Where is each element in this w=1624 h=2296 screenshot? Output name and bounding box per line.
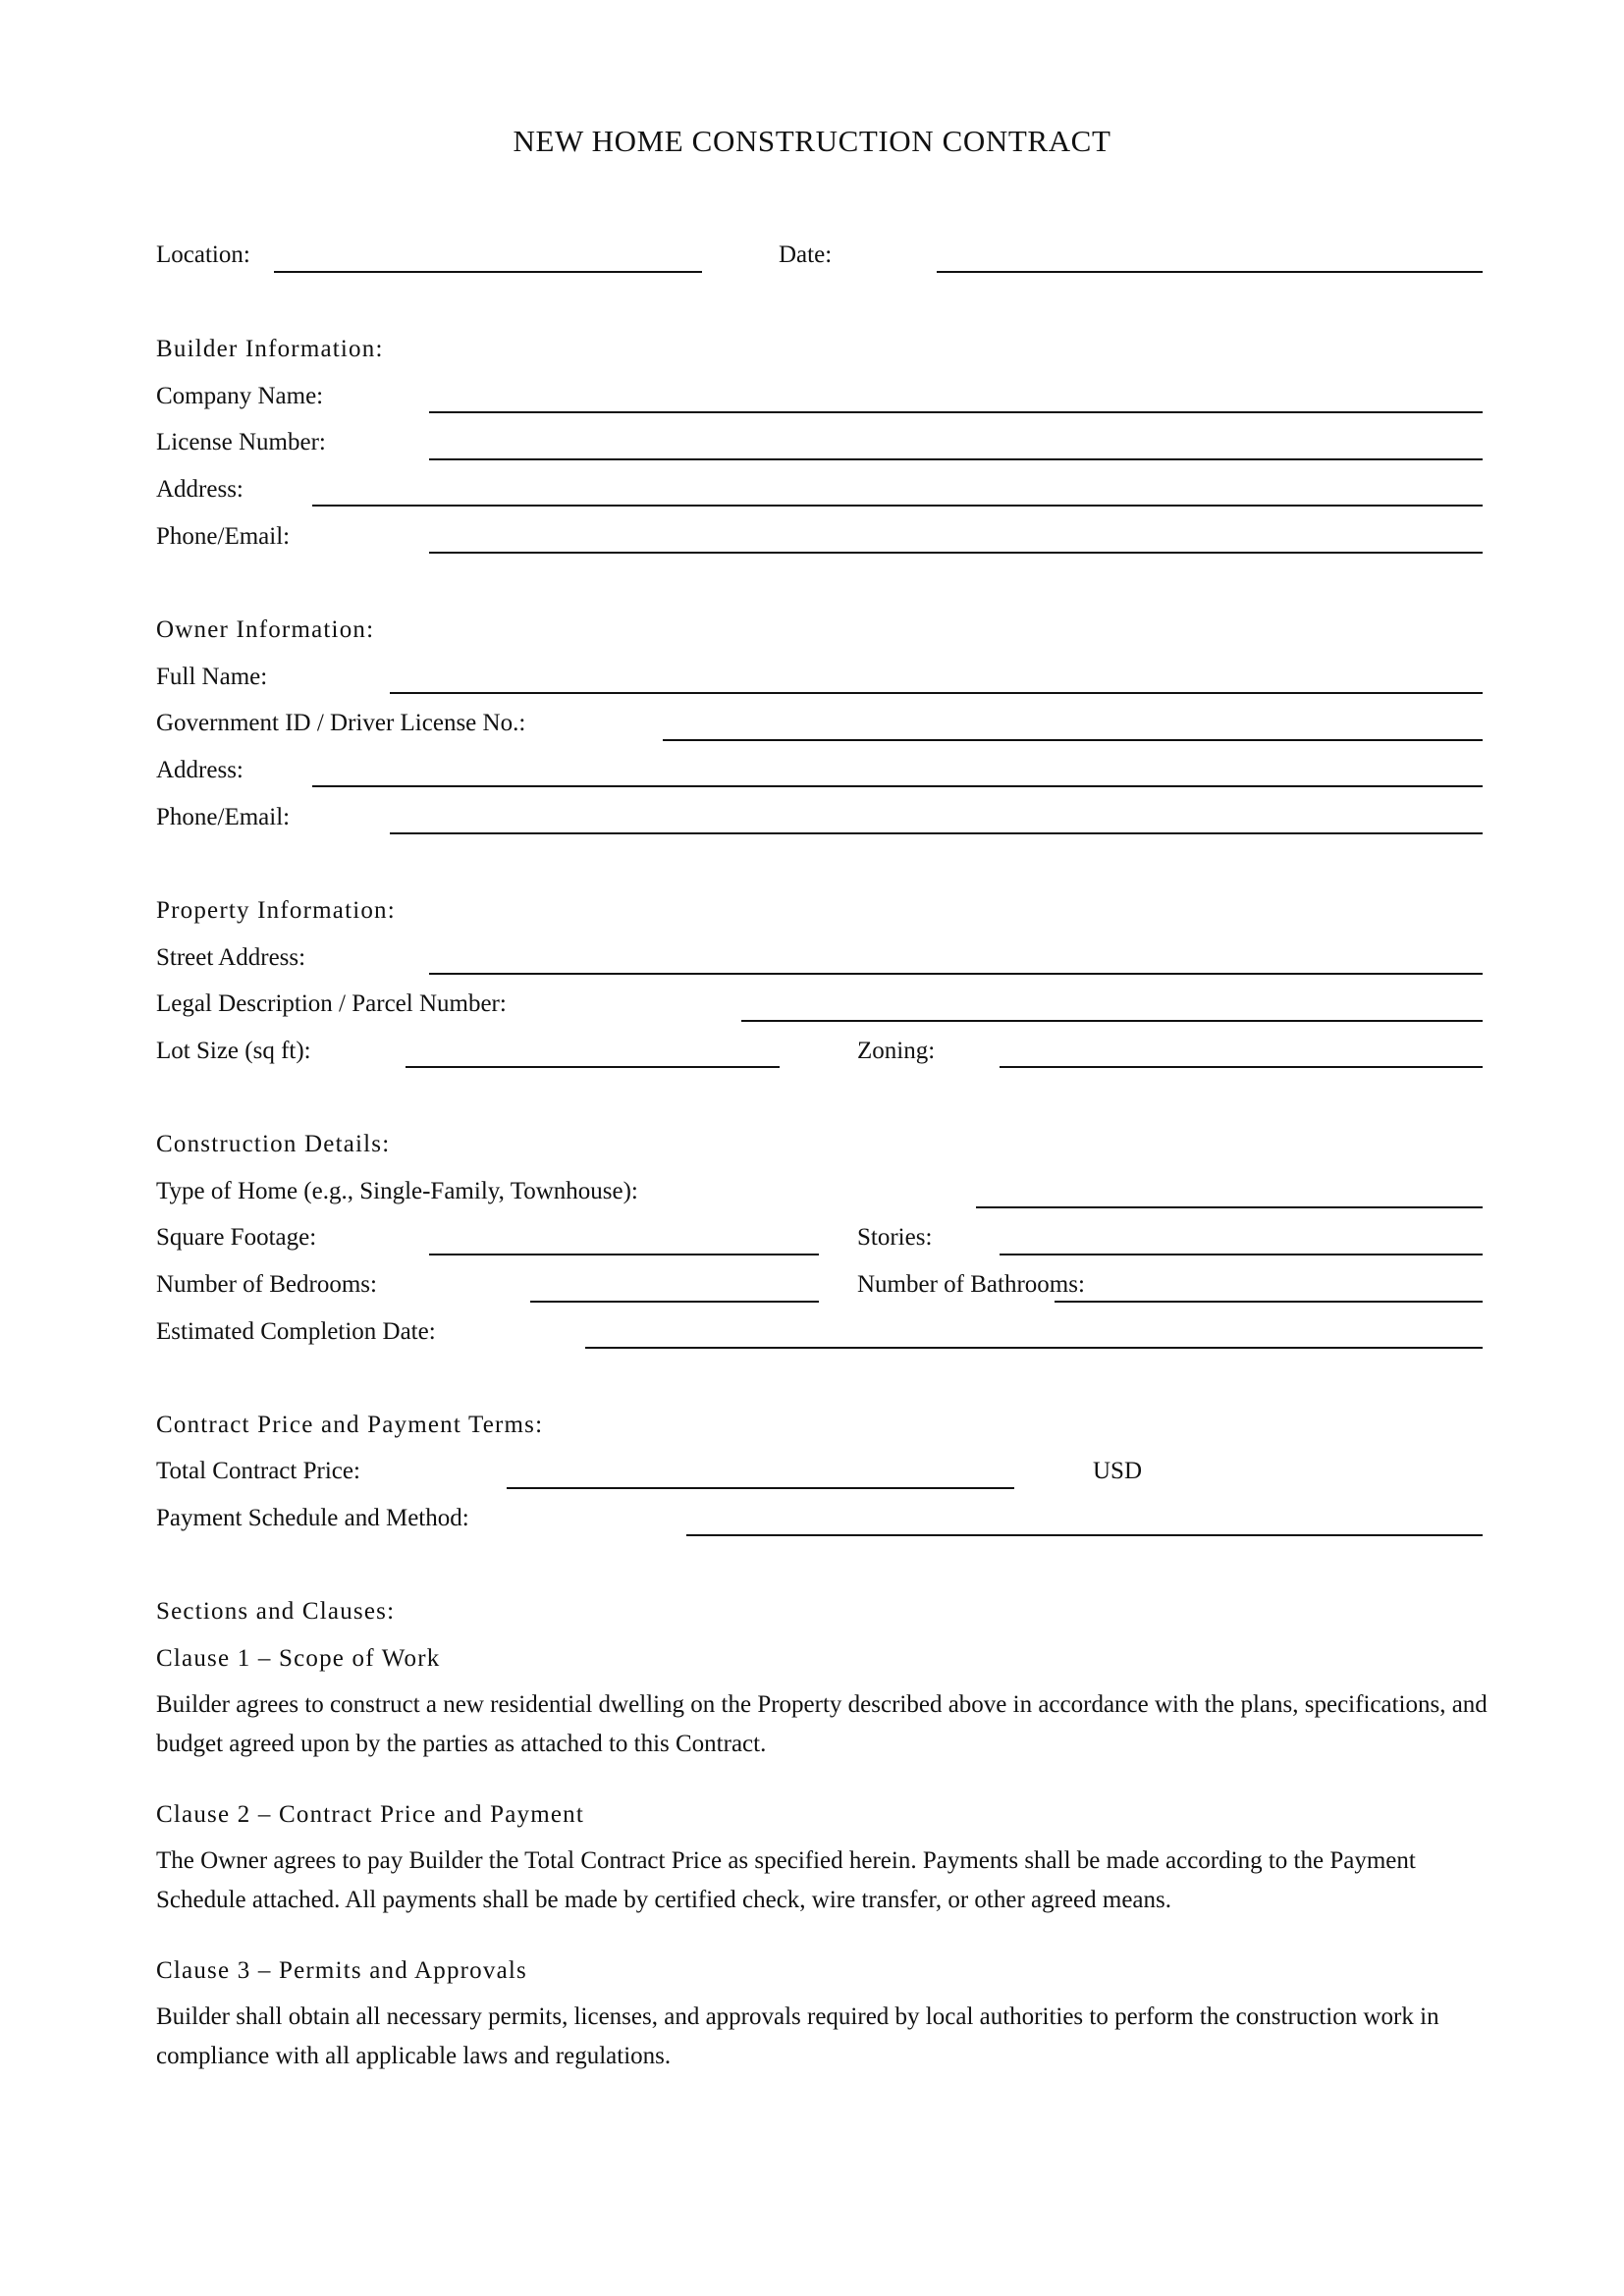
owner-phone-field[interactable] xyxy=(390,832,1483,834)
payment-price-label: Total Contract Price: xyxy=(156,1458,360,1484)
owner-id-label: Government ID / Driver License No.: xyxy=(156,710,526,736)
owner-name-label: Full Name: xyxy=(156,664,268,690)
builder-license-label: License Number: xyxy=(156,429,326,455)
clause-title: Clause 3 – Permits and Approvals xyxy=(156,1957,527,1984)
owner-name-field[interactable] xyxy=(390,692,1483,694)
construction-bedrooms-label: Number of Bedrooms: xyxy=(156,1271,377,1298)
property-zoning-label: Zoning: xyxy=(857,1038,936,1064)
clause-text: Builder agrees to construct a new residential dwelling on the Property described above in accordance with the plans, specifications, and budget agreed upon by the parties as attached to this Contract. xyxy=(156,1691,1488,1757)
builder-phone-field[interactable] xyxy=(429,552,1483,554)
clauses-heading: Sections and Clauses: xyxy=(156,1598,396,1625)
owner-heading: Owner Information: xyxy=(156,616,375,643)
property-street-field[interactable] xyxy=(429,973,1483,975)
location-label: Location: xyxy=(156,241,250,268)
document-title: NEW HOME CONSTRUCTION CONTRACT xyxy=(513,124,1111,158)
date-field[interactable] xyxy=(937,271,1483,273)
construction-bathrooms-label: Number of Bathrooms: xyxy=(857,1271,1085,1298)
construction-completion-label: Estimated Completion Date: xyxy=(156,1318,436,1345)
payment-schedule-field[interactable] xyxy=(686,1534,1483,1536)
property-heading: Property Information: xyxy=(156,897,396,924)
builder-address-field[interactable] xyxy=(312,505,1483,507)
clause-title: Clause 2 – Contract Price and Payment xyxy=(156,1801,584,1828)
builder-company-field[interactable] xyxy=(429,411,1483,413)
owner-phone-label: Phone/Email: xyxy=(156,804,291,830)
date-label: Date: xyxy=(779,241,833,268)
construction-heading: Construction Details: xyxy=(156,1131,391,1157)
property-street-label: Street Address: xyxy=(156,944,306,971)
construction-type-label: Type of Home (e.g., Single-Family, Townhouse): xyxy=(156,1178,638,1204)
payment-heading: Contract Price and Payment Terms: xyxy=(156,1412,544,1438)
clause-title: Clause 1 – Scope of Work xyxy=(156,1645,441,1672)
clause-text: The Owner agrees to pay Builder the Total Contract Price as specified herein. Payments shall be made according to the Payment Schedule attached. All payments shall be made by certified check, wire transfer, or other agreed means. xyxy=(156,1847,1416,1913)
clause-text: Builder shall obtain all necessary permits, licenses, and approvals required by local authorities to perform the construction work in compliance with all applicable laws and regulations. xyxy=(156,2003,1439,2069)
location-field[interactable] xyxy=(274,271,702,273)
construction-type-field[interactable] xyxy=(976,1206,1483,1208)
owner-address-field[interactable] xyxy=(312,785,1483,787)
property-legal-field[interactable] xyxy=(741,1020,1483,1022)
payment-currency: USD xyxy=(1093,1458,1143,1484)
construction-completion-field[interactable] xyxy=(585,1347,1483,1349)
construction-bathrooms-field[interactable] xyxy=(1055,1301,1483,1303)
builder-heading: Builder Information: xyxy=(156,336,384,362)
property-legal-label: Legal Description / Parcel Number: xyxy=(156,990,507,1017)
owner-address-label: Address: xyxy=(156,757,244,783)
property-lot-label: Lot Size (sq ft): xyxy=(156,1038,311,1064)
construction-sqft-field[interactable] xyxy=(429,1254,819,1255)
builder-company-label: Company Name: xyxy=(156,383,324,409)
builder-phone-label: Phone/Email: xyxy=(156,523,291,550)
property-zoning-field[interactable] xyxy=(1000,1066,1483,1068)
owner-id-field[interactable] xyxy=(663,739,1483,741)
payment-schedule-label: Payment Schedule and Method: xyxy=(156,1505,469,1531)
builder-license-field[interactable] xyxy=(429,458,1483,460)
construction-stories-field[interactable] xyxy=(1000,1254,1483,1255)
construction-stories-label: Stories: xyxy=(857,1224,933,1251)
property-lot-field[interactable] xyxy=(406,1066,780,1068)
payment-price-field[interactable] xyxy=(507,1487,1014,1489)
construction-sqft-label: Square Footage: xyxy=(156,1224,317,1251)
construction-bedrooms-field[interactable] xyxy=(530,1301,819,1303)
builder-address-label: Address: xyxy=(156,476,244,503)
